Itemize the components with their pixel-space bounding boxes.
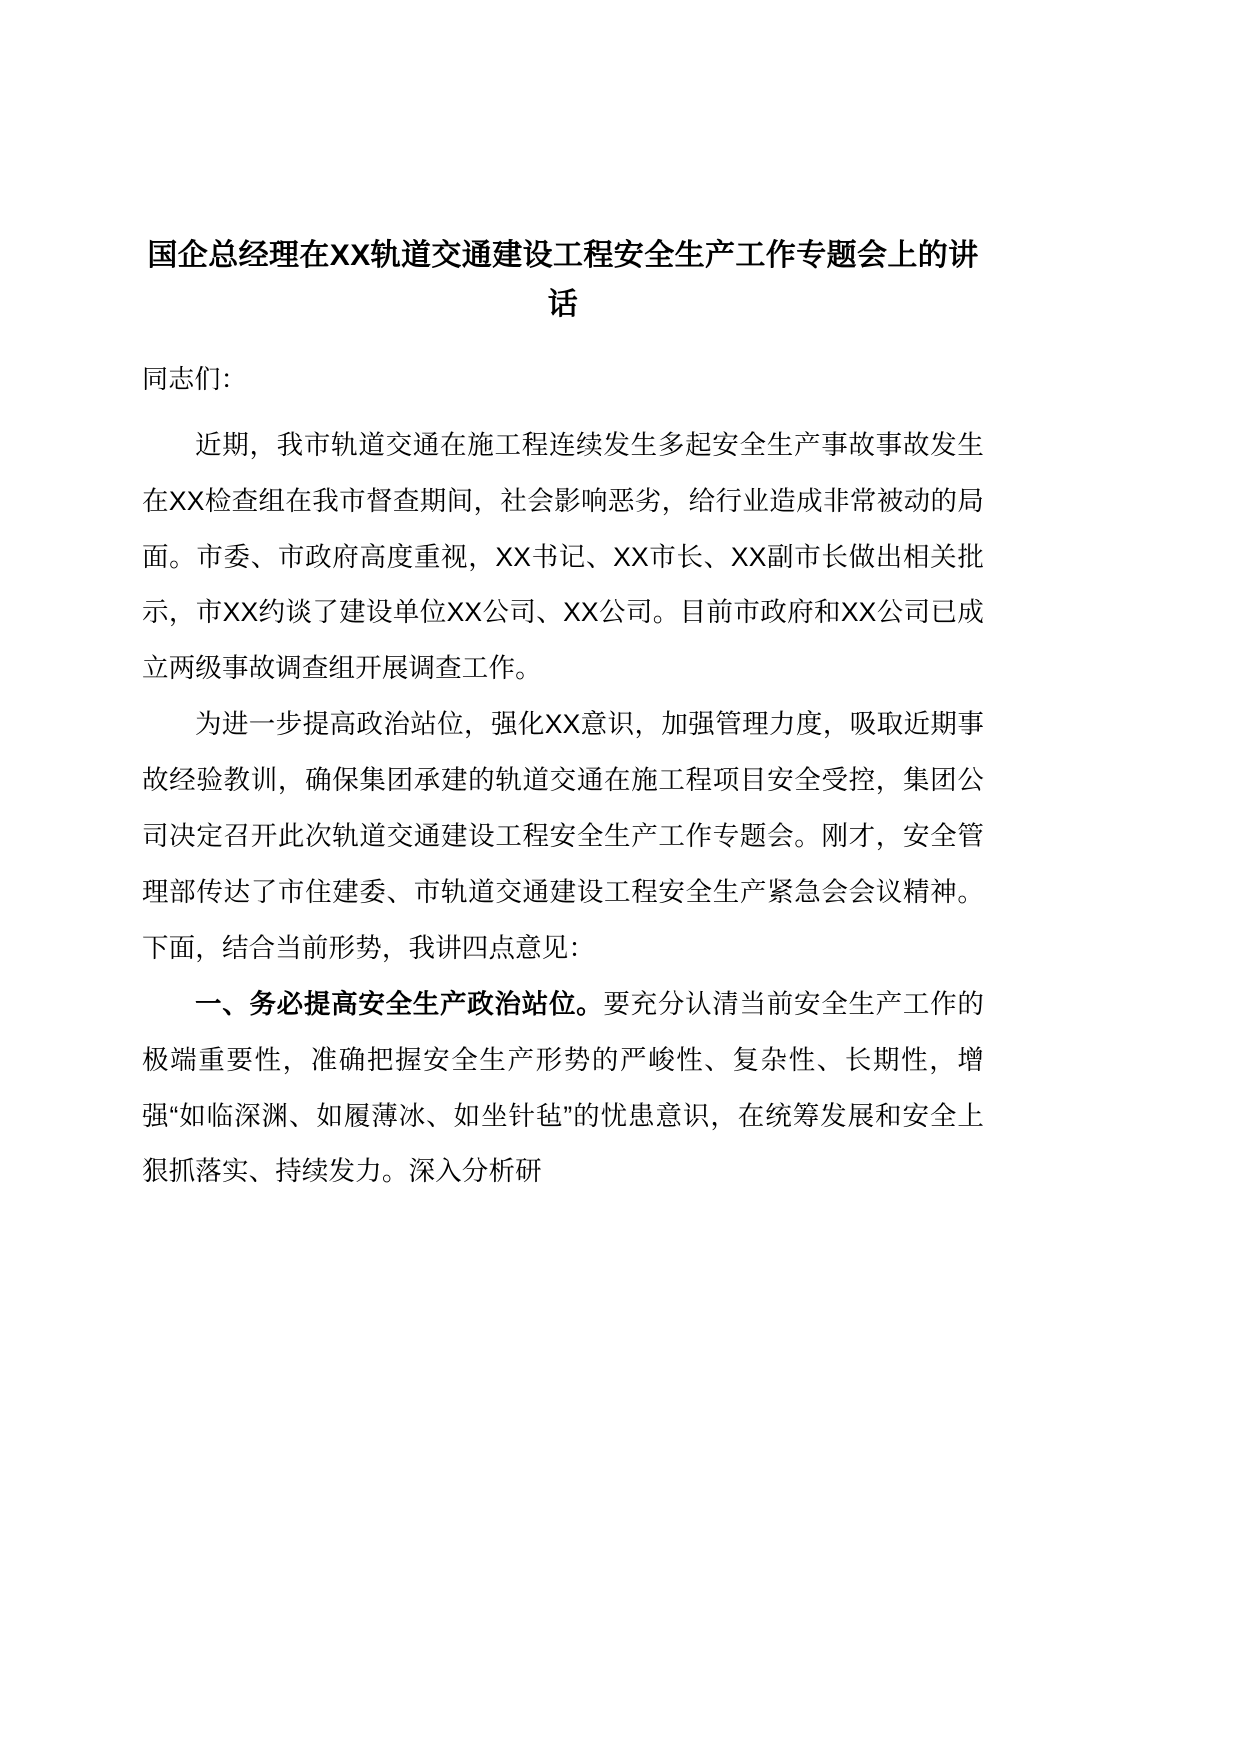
document-body xyxy=(142,232,984,1200)
document-title: 国企总经理在XX轨道交通建设工程安全生产工作专题会上的讲话 xyxy=(147,239,979,321)
section-1-text: 要充分认清当前安全生产工作的极端重要性，准确把握安全生产形势的严峻性、复杂性、长期性，增强“如临深渊、如履薄冰、如坐针毡”的忧患意识，在统筹发展和安全上狠抓落实、持续发力。深入分析研 xyxy=(142,988,984,1187)
section-1-paragraph xyxy=(142,977,984,1201)
paragraph-1: 近期，我市轨道交通在施工程连续发生多起安全生产事故事故发生在XX检查组在我市督查期间，社会影响恶劣，给行业造成非常被动的局面。市委、市政府高度重视，XX书记、XX市长、XX副市长做出相关批示，市XX约谈了建设单位XX公司、XX公司。目前市政府和XX公司已成立两级事故调查组开展调查工作。 xyxy=(142,429,984,684)
salutation-line: 同志们： xyxy=(142,364,247,395)
section-1-heading: 一、务必提高安全生产政治站位。 xyxy=(195,988,604,1019)
paragraph-2: 为进一步提高政治站位，强化XX意识，加强管理力度，吸取近期事故经验教训，确保集团承建的轨道交通在施工程项目安全受控，集团公司决定召开此次轨道交通建设工程安全生产工作专题会。刚才，安全管理部传达了市住建委、市轨道交通建设工程安全生产紧急会会议精神。下面，结合当前形势，我讲四点意见： xyxy=(142,709,984,963)
